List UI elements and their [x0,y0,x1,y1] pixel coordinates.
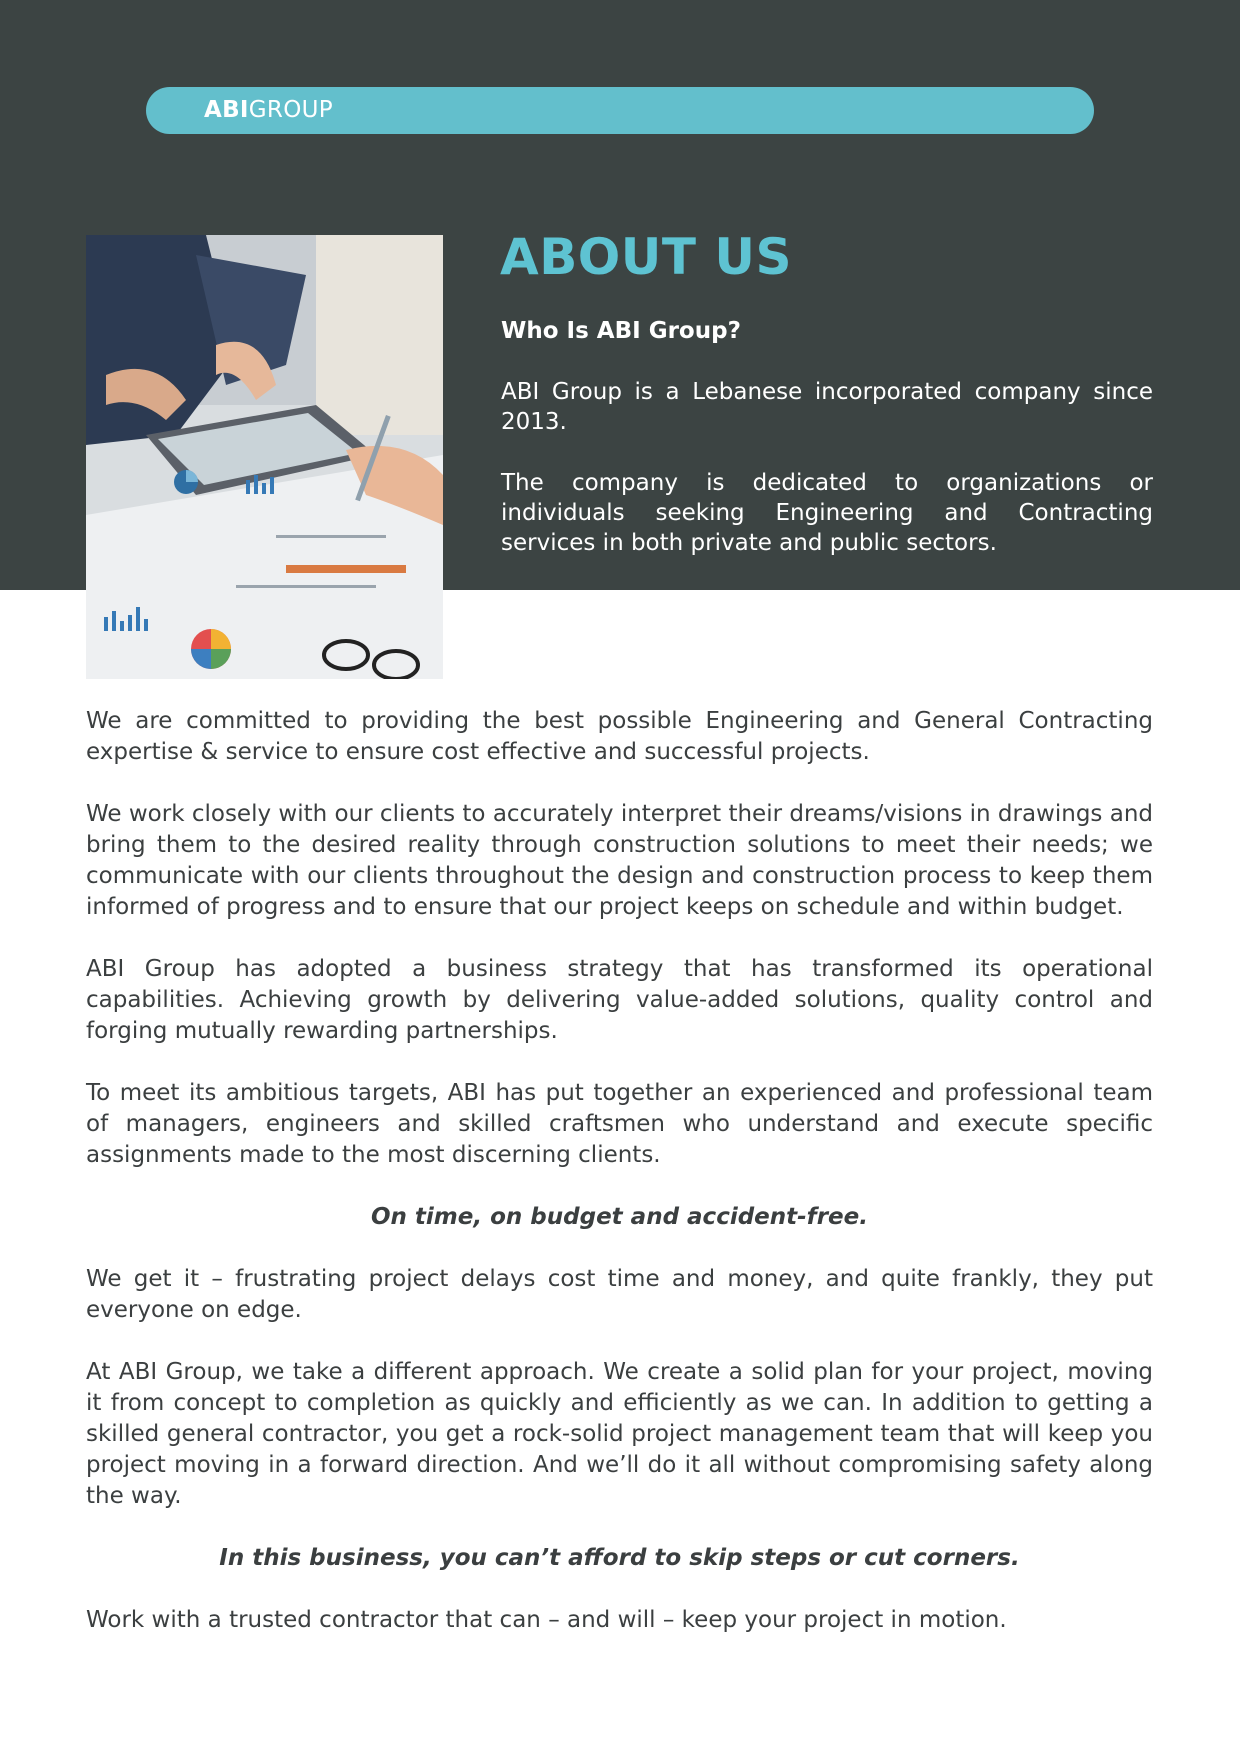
brand-name-light: GROUP [248,97,333,123]
intro-paragraph-1: ABI Group is a Lebanese incorporated company since 2013. [501,379,1153,435]
body-paragraph-2: We work closely with our clients to accurately interpret their dreams/visions in drawings and bring them to the desired reality through construction solutions to meet their needs; we communicate with our clients throughout the design and construction process to keep them informed of progress and to ensure that our project keeps on schedule and within budget. [86,801,1153,920]
section-subtitle: Who Is ABI Group? [501,318,741,344]
intro-paragraph-2: The company is dedicated to organizations or individuals seeking Engineering and Contracting services in both private and public sectors. [501,470,1153,556]
brand-name-bold: ABI [204,97,249,123]
tagline-2: In this business, you can’t afford to skip steps or cut corners. [219,1545,1020,1571]
brand-logo-text [204,87,333,134]
body-paragraph-1: We are committed to providing the best possible Engineering and General Contracting expertise & service to ensure cost effective and successful projects. [86,708,1153,765]
body-paragraph-3: ABI Group has adopted a business strategy that has transformed its operational capabilities. Achieving growth by delivering value-added solutions, quality control and forging mutually rewarding partnerships. [86,956,1153,1044]
body-paragraph-5: We get it – frustrating project delays cost time and money, and quite frankly, they put everyone on edge. [86,1266,1153,1323]
tagline-1: On time, on budget and accident-free. [371,1204,868,1230]
body-paragraph-4: To meet its ambitious targets, ABI has put together an experienced and professional team of managers, engineers and skilled craftsmen who understand and execute specific assignments made to the most discerning clients. [86,1080,1153,1168]
body-paragraph-6: At ABI Group, we take a different approach. We create a solid plan for your project, moving it from concept to completion as quickly and efficiently as we can. In addition to getting a skilled general contractor, you get a rock-solid project management team that will keep you project moving in a forward direction. And we’ll do it all without compromising safety along the way. [86,1359,1153,1509]
brand-bar [146,87,1094,134]
body-content [86,706,1153,1667]
page-title: ABOUT US [500,228,793,286]
body-paragraph-7: Work with a trusted contractor that can – and will – keep your project in motion. [86,1607,1007,1633]
business-meeting-photo [86,235,443,679]
